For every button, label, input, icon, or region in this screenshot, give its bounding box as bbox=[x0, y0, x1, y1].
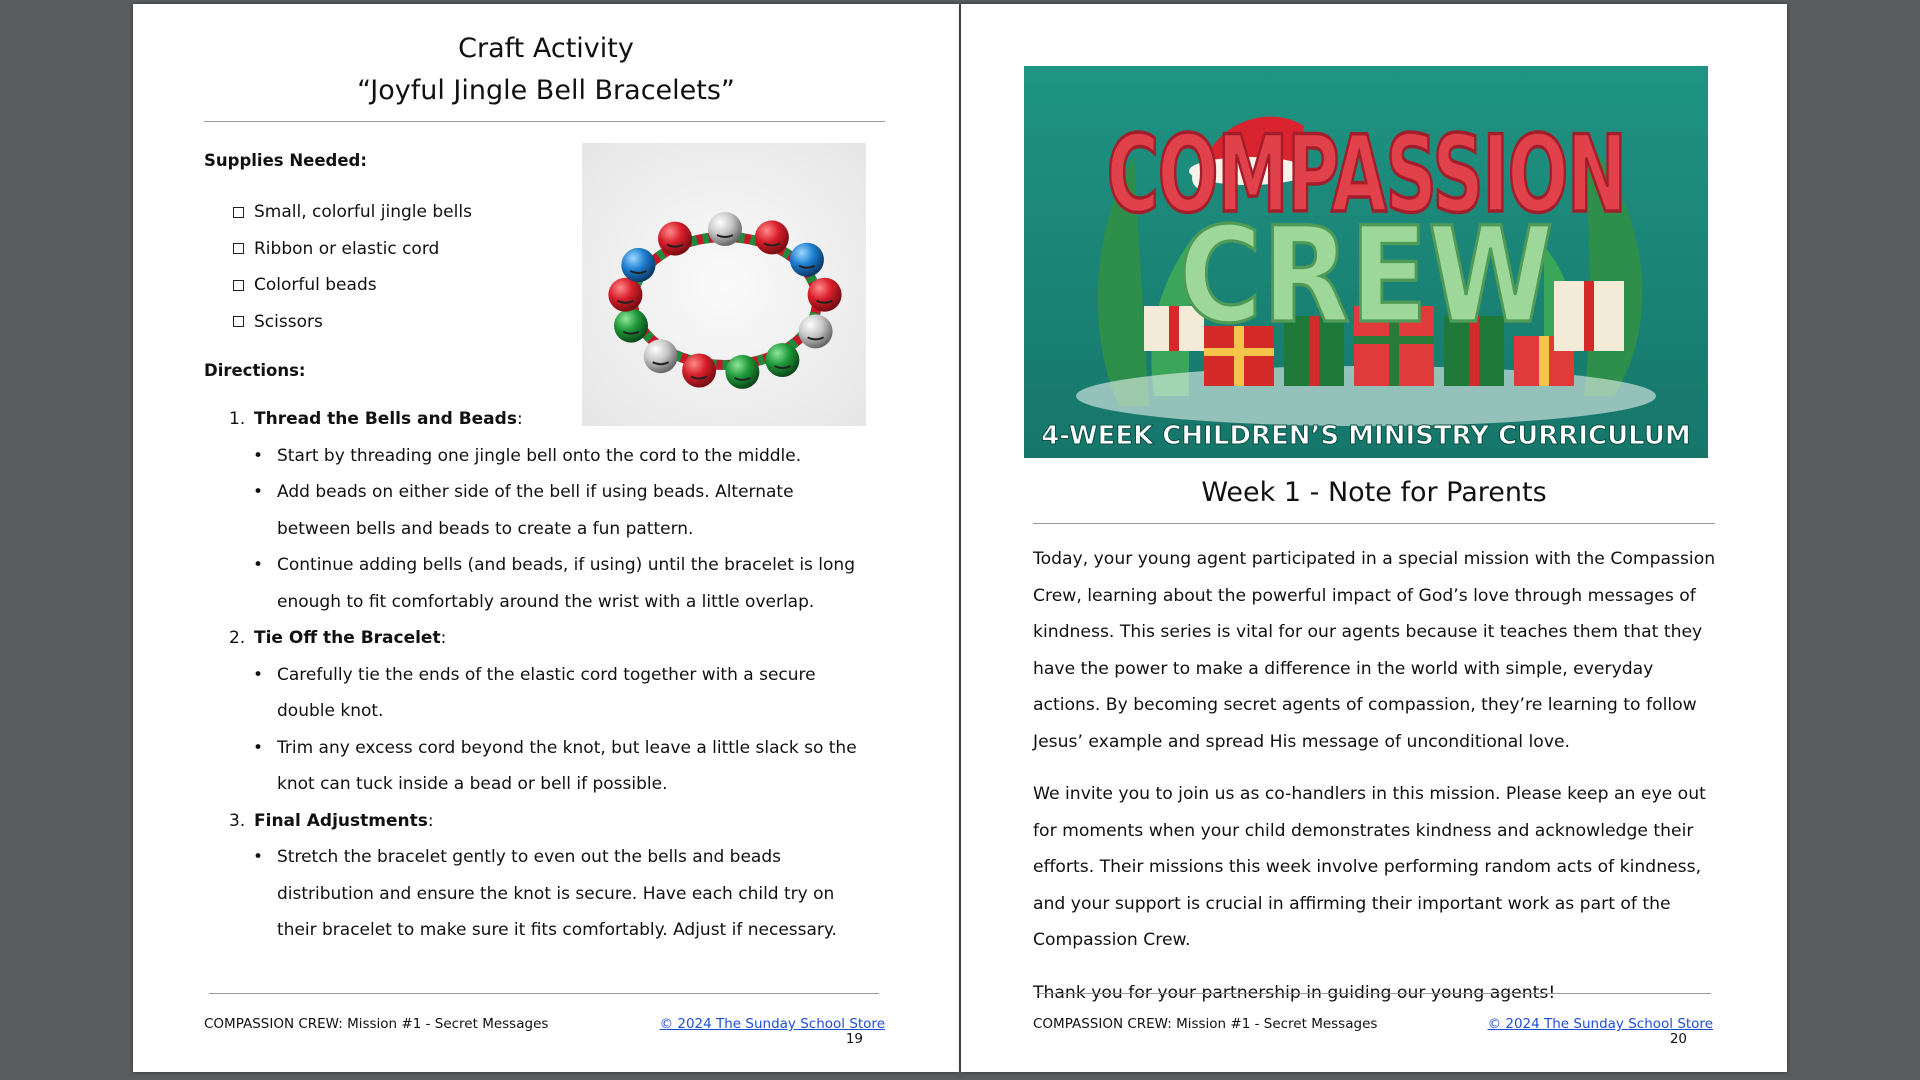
step-title: Final Adjustments bbox=[254, 810, 428, 831]
jingle-bell-bracelet-illustration bbox=[582, 143, 866, 426]
supplies-heading: Supplies Needed: bbox=[204, 151, 367, 170]
page-19 bbox=[133, 4, 959, 1072]
step-colon: : bbox=[516, 409, 523, 430]
supply-item: Scissors bbox=[233, 304, 472, 341]
step-colon: : bbox=[440, 628, 447, 649]
copyright-link[interactable]: © 2024 The Sunday School Store bbox=[1487, 1016, 1713, 1032]
list-item: • Continue adding bells (and beads, if using) until the bracelet is long enough to fit comfortably around the wrist with a little overlap. bbox=[229, 547, 869, 620]
step-2 bbox=[229, 620, 869, 803]
jingle-bell-icon bbox=[765, 343, 799, 377]
page-number: 20 bbox=[1669, 1031, 1687, 1047]
list-item: • Start by threading one jingle bell onto the cord to the middle. bbox=[229, 438, 869, 475]
checkbox-icon bbox=[233, 316, 244, 327]
jingle-bell-icon bbox=[644, 339, 678, 373]
list-item: • Trim any excess cord beyond the knot, but leave a little slack so the knot can tuck inside a bead or bell if possible. bbox=[229, 730, 869, 803]
step-colon: : bbox=[427, 810, 434, 831]
banner-title-compassion: COMPASSION bbox=[1106, 113, 1626, 237]
jingle-bell-icon bbox=[708, 212, 742, 246]
directions-list bbox=[229, 401, 869, 949]
jingle-bell-icon bbox=[755, 220, 789, 254]
footer-divider bbox=[209, 993, 879, 994]
supply-item: Colorful beads bbox=[233, 267, 472, 304]
banner-illustration bbox=[1024, 66, 1708, 458]
list-item: • Stretch the bracelet gently to even out the bells and beads distribution and ensure the knot is secure. Have each child try on their bracelet to make sure it fits comfortably. Adjust if necessary. bbox=[229, 839, 869, 949]
title-line-1: Craft Activity bbox=[458, 33, 634, 64]
jingle-bell-icon bbox=[682, 354, 716, 388]
banner-caption: 4-WEEK CHILDREN’S MINISTRY CURRICULUM bbox=[1041, 421, 1691, 451]
copyright-link[interactable]: © 2024 The Sunday School Store bbox=[659, 1016, 885, 1032]
supply-item: Ribbon or elastic cord bbox=[233, 231, 472, 268]
step-title: Thread the Bells and Beads bbox=[254, 409, 517, 430]
jingle-bell-icon bbox=[799, 314, 833, 348]
checkbox-icon bbox=[233, 207, 244, 218]
paragraph: Thank you for your partnership in guiding our young agents! bbox=[1033, 982, 1556, 1003]
jingle-bell-icon bbox=[621, 248, 655, 282]
footer-series-title: COMPASSION CREW: Mission #1 - Secret Messages bbox=[1033, 1016, 1378, 1032]
step-number: 3. bbox=[229, 810, 246, 831]
paragraph: Today, your young agent participated in a special mission with the Compassion Crew, learning about the powerful impact of God’s love through messages of kindness. This series is vital for our agents because it teaches them that they have the power to make a difference in the world with simple, everyday actions. By becoming secret agents of compassion, they’re learning to follow Jesus’ example and spread His message of unconditional love. bbox=[1033, 549, 1716, 752]
parent-note bbox=[1033, 541, 1723, 1027]
page-20 bbox=[961, 4, 1787, 1072]
title-divider bbox=[204, 121, 885, 122]
supply-item: Small, colorful jingle bells bbox=[233, 194, 472, 231]
jingle-bell-icon bbox=[725, 355, 759, 389]
page-number: 19 bbox=[845, 1031, 863, 1047]
jingle-bell-icon bbox=[808, 278, 842, 312]
step-title: Tie Off the Bracelet bbox=[254, 628, 441, 649]
supplies-list bbox=[233, 194, 472, 340]
banner-title-crew: CREW bbox=[1178, 200, 1554, 354]
step-1 bbox=[229, 401, 869, 620]
checkbox-icon bbox=[233, 280, 244, 291]
step-3 bbox=[229, 803, 869, 949]
list-item: • Carefully tie the ends of the elastic cord together with a secure double knot. bbox=[229, 657, 869, 730]
compassion-crew-banner bbox=[1024, 66, 1708, 458]
bracelet-photo bbox=[582, 143, 866, 426]
week-title: Week 1 - Note for Parents bbox=[1201, 477, 1547, 508]
craft-title bbox=[133, 28, 959, 112]
title-line-2: “Joyful Jingle Bell Bracelets” bbox=[357, 75, 735, 106]
jingle-bell-icon bbox=[614, 309, 648, 343]
jingle-bell-icon bbox=[790, 243, 824, 277]
jingle-bell-icon bbox=[608, 278, 642, 312]
footer-series-title: COMPASSION CREW: Mission #1 - Secret Messages bbox=[204, 1016, 549, 1032]
list-item: • Add beads on either side of the bell if using beads. Alternate between bells and beads to create a fun pattern. bbox=[229, 474, 869, 547]
jingle-bell-icon bbox=[658, 222, 692, 256]
step-number: 2. bbox=[229, 628, 246, 649]
checkbox-icon bbox=[233, 243, 244, 254]
footer-divider bbox=[1037, 993, 1711, 994]
paragraph: We invite you to join us as co-handlers in this mission. Please keep an eye out for moments when your child demonstrates kindness and acknowledge their efforts. Their missions this week involve performing random acts of kindness, and your support is crucial in affirming their important work as part of the Compassion Crew. bbox=[1033, 784, 1706, 950]
step-number: 1. bbox=[229, 409, 246, 430]
directions-heading: Directions: bbox=[204, 361, 306, 380]
title-divider bbox=[1033, 523, 1715, 524]
